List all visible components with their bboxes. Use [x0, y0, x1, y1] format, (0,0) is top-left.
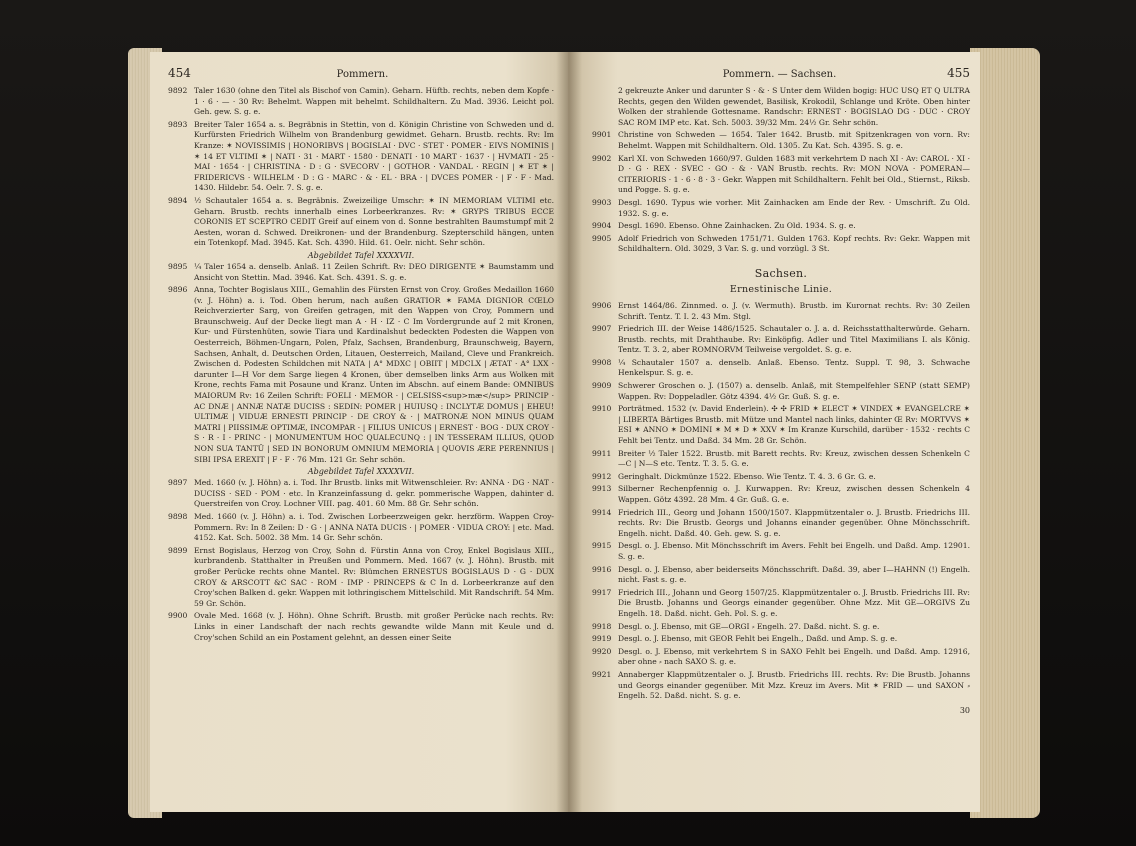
- left-header-title: Pommern.: [336, 69, 389, 80]
- page-edges-right: [970, 48, 1040, 818]
- lot-number: 9909: [592, 381, 612, 391]
- catalog-entry: [592, 622, 970, 633]
- catalog-entry: [592, 404, 970, 446]
- lot-number: 9894: [168, 195, 188, 205]
- plate-caption: Abgebildet Tafel XXXXVII.: [307, 250, 415, 260]
- lot-description: Anna, Tochter Bogislaus XIII., Gemahlin des Fürsten Ernst von Croy. Großes Medaillon 1660 (v. J. Höhn) a. i. Tod. Oben herum, nach außen GRATIOR ✶ FAMA DIGNIOR CŒLO Reichverzierter Sarg, von Greifen getragen, mit den Wappen von Croy, Pommern und Braunschweig. Auf der Decke liegt man A · H · IZ · C Im Vordergrunde auf 2 mit Kronen, Kur- und Fürstenhüten, sowie Tiara und Kardinalshut bedeckten Podesten die Wappen von Oesterreich, Böhmen-Ungarn, Polen, Pfalz, Sachsen, Brandenburg, Braunschweig, Bayern, Sachsen, Anhalt, d. Deutschen Orden, Litauen, Oesterreich, Mailand, Cleve und Frankreich. Zwischen d. Podesten Schildchen mit NATA | A° MDXC | OBIIT | MDCLX | ÆTAT · A° LXX · darunter I—H Vor dem Sarge liegen 4 Kronen, über demselben links Arm aus Wolken mit Krone, rechts Fama mit Posaune und Kranz. Unten im Abschn. auf einem Bande: OMNIBUS MAIORUM Rv: 16 Zeilen Schrift: FOELI · MEMOR · | CELSISS<sup>mæ</sup> PRINCIP · AC DNÆ | ANNÆ NATÆ DUCISS : SEDIN: POMER | HUIUSQ : INCLYTÆ DOMUS | EHEU! ULTIMÆ | VIDUÆ ERNESTI PRINCIP · DE CROY & · | MATRONÆ NON MINUS QUAM MATRI | PIISSIMÆ OPTIMÆ, INCOMPAR · | FILIUS UNICUS | ERNEST · BOG · DUX CROY · S · R · I · PRINC · | MONUMENTUM HOC QUALECUNQ : | IN TESSERAM ILLIUS, QUOD NON SUA TANTÛ | SED IN BONORUM OMNIUM MEMORIA | QUOVIS ÆRE PERENNIUS | SIBI IPSA EREXIT | F · F · 76 Mm. 121 Gr. Sehr schön.: [194, 285, 554, 464]
- left-running-head: [168, 66, 554, 80]
- continued-entry-text: 2 gekreuzte Anker und darunter S · & · S Unter dem Wilden bogig: HUC USQ ET Q ULTRA Rechts, gegen den Wilden gewendet, Basilisk, Krokodil, Schlange und Kröte. Oben hinter Wolken der strahlende Gottesname. Randschr: ERNEST · BOGISLAO DG · DUC · CROY SAC ROM IMP etc. Kat. Sch. 5003. 39/32 Mm. 24½ Gr. Sehr schön.: [618, 86, 970, 127]
- catalog-entry: [168, 546, 554, 610]
- lot-number: 9897: [168, 478, 188, 488]
- lot-number: 9904: [592, 221, 612, 231]
- subsection-heading: Ernestinische Linie.: [729, 283, 833, 295]
- catalog-entry: [592, 358, 970, 379]
- right-header-title: Pommern. — Sachsen.: [722, 69, 837, 80]
- lot-description: Schwerer Groschen o. J. (1507) a. denselb. Anlaß, mit Stempelfehler SENP (statt SEMP) Wappen. Rv: Doppeladler. Götz 4394. 4½ Gr. Guß. S. g. e.: [618, 381, 970, 401]
- section-heading: Sachsen.: [754, 266, 808, 280]
- right-page: [568, 52, 980, 812]
- lot-description: Friedrich III., Georg und Johann 1500/1507. Klappmützentaler o. J. Brustb. Friedrichs III. rechts. Rv: Die Brustb. Georgs und Johanns einander gegenüber. Ohne Mönchsschrift. Engelh. nicht. Daßd. 40. Geh. gew. S. g. e.: [618, 507, 970, 538]
- lot-description: Silberner Rechenpfennig o. J. Kurwappen. Rv: Kreuz, zwischen dessen Schenkeln 4 Wappen. Götz 4392. 28 Mm. 4 Gr. Guß. G. e.: [618, 484, 970, 504]
- lot-description: Christine von Schweden — 1654. Taler 1642. Brustb. mit Spitzenkragen von vorn. Rv: Behelmt. Wappen mit Schildhaltern. Old. 1305. Zu Kat. Sch. 4395. S. g. e.: [618, 130, 970, 150]
- catalog-entry: [168, 262, 554, 283]
- lot-number: 9911: [592, 448, 612, 458]
- lot-description: Desgl. o. J. Ebenso. Mit Mönchsschrift im Avers. Fehlt bei Engelh. und Daßd. Amp. 12901. S. g. e.: [618, 541, 970, 561]
- lot-description: Desgl. 1690. Ebenso. Ohne Zainhacken. Zu Old. 1934. S. g. e.: [618, 221, 856, 231]
- lot-number: 9900: [168, 611, 188, 621]
- lot-description: Ovale Med. 1668 (v. J. Höhn). Ohne Schrift. Brustb. mit großer Perücke nach rechts. Rv: Links in einer Landschaft der nach rechts gewandte wilde Mann mit Keule und d. Croy'schen Schild an ein Postament gelehnt, an dessen einer Seite: [194, 611, 554, 642]
- lot-number: 9906: [592, 300, 612, 310]
- lot-description: ¼ Taler 1654 a. denselb. Anlaß. 11 Zeilen Schrift. Rv: DEO DIRIGENTE ✶ Baumstamm und Ansicht von Stettin. Mad. 3946. Kat. Sch. 4391. S. g. e.: [194, 261, 554, 282]
- lot-number: 9905: [592, 233, 612, 243]
- catalog-entry: [592, 472, 970, 483]
- catalog-entry: [592, 484, 970, 505]
- lot-number: 9907: [592, 324, 612, 334]
- lot-description: Med. 1660 (v. J. Höhn) a. i. Tod. Ihr Brustb. links mit Witwenschleier. Rv: ANNA · DG · NAT · DUCISS · SED · POM · etc. In Kranzeinfassung d. gekr. pommerische Wappen, dahinter d. Querstreifen von Croy. Lochner VIII. pag. 401. 60 Mm. 88 Gr. Sehr schön.: [194, 478, 554, 509]
- lot-description: Desgl. o. J. Ebenso, aber beiderseits Mönchsschrift. Daßd. 39, aber I—HAHNN (!) Engelh. nicht. Fast s. g. e.: [618, 564, 970, 585]
- plate-caption: Abgebildet Tafel XXXXVII.: [307, 467, 415, 477]
- lot-description: Med. 1660 (v. J. Höhn) a. i. Tod. Zwischen Lorbeerzweigen gekr. herzförm. Wappen Croy-Pommern. Rv: In 8 Zeilen: D · G · | ANNA NATA DUCIS · | POMER · VIDUA CROY: | etc. Mad. 4152. Kat. Sch. 5002. 38 Mm. 14 Gr. Sehr schön.: [194, 511, 554, 543]
- catalog-entry: [168, 120, 554, 194]
- lot-number: 9892: [168, 86, 188, 95]
- lot-description: ¼ Schautaler 1507 a. denselb. Anlaß. Ebenso. Tentz. Suppl. T. 98, 3. Schwache Henkelspur. S. g. e.: [618, 357, 970, 378]
- catalog-entry: [592, 301, 970, 322]
- lot-number: 9915: [592, 541, 612, 551]
- lot-number: 9893: [168, 119, 188, 129]
- lot-number: 9918: [592, 621, 612, 631]
- catalog-entry: [592, 324, 970, 356]
- lot-number: 9910: [592, 404, 612, 414]
- catalog-entry: [592, 634, 970, 645]
- lot-number: 9919: [592, 634, 612, 644]
- lot-description: Desgl. o. J. Ebenso, mit GEOR Fehlt bei Engelh., Daßd. und Amp. S. g. e.: [618, 634, 898, 644]
- right-running-head: [592, 66, 970, 80]
- lot-number: 9895: [168, 261, 188, 271]
- right-page-number: 455: [947, 66, 970, 80]
- catalog-entry: [592, 588, 970, 620]
- lot-description: Porträtmed. 1532 (v. David Enderlein). ✣ ✣ FRID ✶ ELECT ✶ VINDEX ✶ EVANGELCRE ✶ | LIBERTA Bärtiges Brustb. mit Mütze und Mantel nach links, dahinter Œ Rv: MORTVVS ✶ ESI ✶ ANNO ✶ DOMINI ✶ M ✶ D ✶ XXV ✶ Im Kranze Kurschild, darüber · 1532 · rechts C Fehlt bei Tentz. und Daßd. 34 Mm. 28 Gr. Schön.: [618, 404, 970, 446]
- lot-description: Breiter ½ Taler 1522. Brustb. mit Barett rechts. Rv: Kreuz, zwischen dessen Schenkeln C—C | N—S etc. Tentz. T. 3. 5. G. e.: [618, 448, 970, 469]
- catalog-entry: [592, 565, 970, 586]
- lot-description: Breiter Taler 1654 a. s. Begräbnis in Stettin, von d. Königin Christine von Schweden und d. Kurfürsten Friedrich Wilhelm von Brandenburg gewidmet. Geharn. Brustb. rechts. Rv: Im Kranze: ✶ NOVISSIMIS | HONORIBVS | BOGISLAI · DVC · STET · POMER · EIVS NOMINIS | ✶ 14 ET VLTIMI ✶ | NATI · 31 · MART · 1580 · DENATI · 10 MART · 1637 · | HVMATI · 25 · MAI · 1654 · | CHRISTINA · D : G · SVECORV · | GOTHOR · VANDAL · REGIN | ✶ ET ✶ | FRIDERICVS · WILHELM · D : G · MARC · & · EL · BRA · | DVCES POMER · | F · F · Mad. 1430. Hildebr. 54. Oelr. 7. S. g. e.: [194, 119, 554, 193]
- lot-number: 9896: [168, 285, 188, 295]
- lot-number: 9912: [592, 471, 612, 481]
- catalog-entry: [168, 86, 554, 118]
- catalog-entry: [592, 449, 970, 470]
- catalog-entry: [168, 512, 554, 544]
- catalog-entry: [592, 130, 970, 151]
- lot-description: Ernst Bogislaus, Herzog von Croy, Sohn d. Fürstin Anna von Croy, Enkel Bogislaus XIII., kurbrandenb. Statthalter in Preußen und Pommern. Med. 1667 (v. J. Höhn). Brustb. mit großer Perücke rechts ohne Mantel. Rv: Blümchen ERNESTUS BOGISLAUS D · G · DUX CROY & ARSCOTT &C SAC · ROM · IMP · PRINCEPS & C In d. Lorbeerkranze auf den Croy'schen Balken d. gekr. Wappen mit lothringischem Mittelschild. Mit Randschrift. 54 Mm. 59 Gr. Schön.: [194, 545, 554, 608]
- lot-number: 9917: [592, 587, 612, 597]
- lot-number: 9901: [592, 130, 612, 140]
- catalog-entry: [592, 647, 970, 668]
- catalog-entry: [168, 196, 554, 249]
- catalog-entry: [592, 541, 970, 562]
- lot-number: 9902: [592, 153, 612, 163]
- catalog-entry: [168, 478, 554, 510]
- lot-description: Friedrich III., Johann und Georg 1507/25. Klappmützentaler o. J. Brustb. Friedrichs III. Rv: Die Brustb. Johanns und Georgs einander gegenüber. Ohne Mzz. Mit GE—ORGIVS Zu Engelh. 18. Daßd. nicht. Geh. Pol. S. g. e.: [618, 587, 970, 618]
- catalog-entry: [168, 611, 554, 643]
- lot-number: 9913: [592, 484, 612, 494]
- lot-number: 9898: [168, 511, 188, 521]
- catalog-entry: [592, 198, 970, 219]
- lot-description: ½ Schautaler 1654 a. s. Begräbnis. Zweizeilige Umschr: ✶ IN MEMORIAM VLTIMI etc. Geharn. Brustb. rechts innerhalb eines Lorbeerkranzes. Rv: ✶ GRYPS TRIBUS ECCE CORONIS ET SCEPTRO CEDIT Greif auf einem von d. Sonne bestrahlten Baumstumpf mit 2 Aesten, woran d. Schwed. Dreikronen- und der Brandenburg. Szepterschild hängen, unten ein Totenkopf. Mad. 3945. Kat. Sch. 4390. Hild. 61. Oelr. nicht. Sehr schön.: [194, 195, 554, 248]
- lot-description: Karl XI. von Schweden 1660/97. Gulden 1683 mit verkehrtem D nach XI · Av: CAROL · XI · D · G · REX · SVEC · GO · & · VAN Brustb. rechts. Rv: MON NOVA · POMERAN—CITERIORIS · 1 · 6 · 8 · 3 · Gekr. Wappen mit Schildhaltern. Fehlt bei Old., Stiernst., Riksb. und Pogge. S. g. e.: [618, 153, 970, 195]
- lot-number: 9920: [592, 646, 612, 656]
- left-page: [150, 52, 568, 812]
- lot-description: Annaberger Klappmützentaler o. J. Brustb. Friedrichs III. rechts. Rv: Die Brustb. Johanns und Georgs einander gegenüber. Mit Mzz. Kreuz im Avers. Mit ✶ FRID — und SAXON ⸗ Engelh. 52. Daßd. nicht. S. g. e.: [618, 669, 970, 701]
- lot-number: 9908: [592, 357, 612, 367]
- lot-description: Taler 1630 (ohne den Titel als Bischof von Camin). Geharn. Hüftb. rechts, neben dem Kopfe · 1 · 6 · — · 30 Rv: Behelmt. Wappen mit behelmt. Schildhaltern. Zu Mad. 3936. Leicht pol. Geh. gew. S. g. e.: [194, 86, 554, 117]
- catalog-entry: [592, 508, 970, 540]
- catalog-entry: [592, 154, 970, 196]
- catalog-entry: [592, 234, 970, 255]
- lot-description: Geringhalt. Dickmünze 1522. Ebenso. Wie Tentz. T. 4. 3. 6 Gr. G. e.: [618, 471, 876, 481]
- left-page-number: 454: [168, 66, 191, 80]
- lot-description: Ernst 1464/86. Zinnmed. o. J. (v. Wermuth). Brustb. im Kurornat rechts. Rv: 30 Zeilen Schrift. Tentz. T. I. 2. 43 Mm. Stgl.: [618, 300, 970, 321]
- signature-mark: 30: [959, 705, 970, 715]
- lot-description: Desgl. 1690. Typus wie vorher. Mit Zainhacken am Ende der Rev. · Umschrift. Zu Old. 1932. S. g. e.: [618, 197, 970, 218]
- catalog-entry: [592, 670, 970, 702]
- lot-number: 9914: [592, 507, 612, 517]
- lot-description: Desgl. o. J. Ebenso, mit GE—ORGI ⸗ Engelh. 27. Daßd. nicht. S. g. e.: [618, 621, 880, 631]
- lot-number: 9921: [592, 669, 612, 679]
- lot-number: 9916: [592, 564, 612, 574]
- catalog-entry: [592, 381, 970, 402]
- lot-description: Desgl. o. J. Ebenso, mit verkehrtem S in SAXO Fehlt bei Engelh. und Daßd. Amp. 12916, aber ohne ⸗ nach SAXO S. g. e.: [618, 646, 970, 667]
- lot-description: Adolf Friedrich von Schweden 1751/71. Gulden 1763. Kopf rechts. Rv: Gekr. Wappen mit Schildhaltern. Old. 3029, 3 Var. S. g. und vorzügl. 3 St.: [618, 233, 970, 254]
- lot-number: 9903: [592, 197, 612, 207]
- catalog-entry: [592, 221, 970, 232]
- catalog-entry: [168, 285, 554, 465]
- lot-description: Friedrich III. der Weise 1486/1525. Schautaler o. J. a. d. Reichsstatthalterwürde. Geharn. Brustb. rechts, mit Drahthaube. Rv: Einköpfig. Adler und Titel Maximilians I. als König. Tentz. T. 3. 2, aber ROMNORVM Teilweise vergoldet. S. g. e.: [618, 324, 970, 355]
- lot-number: 9899: [168, 545, 188, 555]
